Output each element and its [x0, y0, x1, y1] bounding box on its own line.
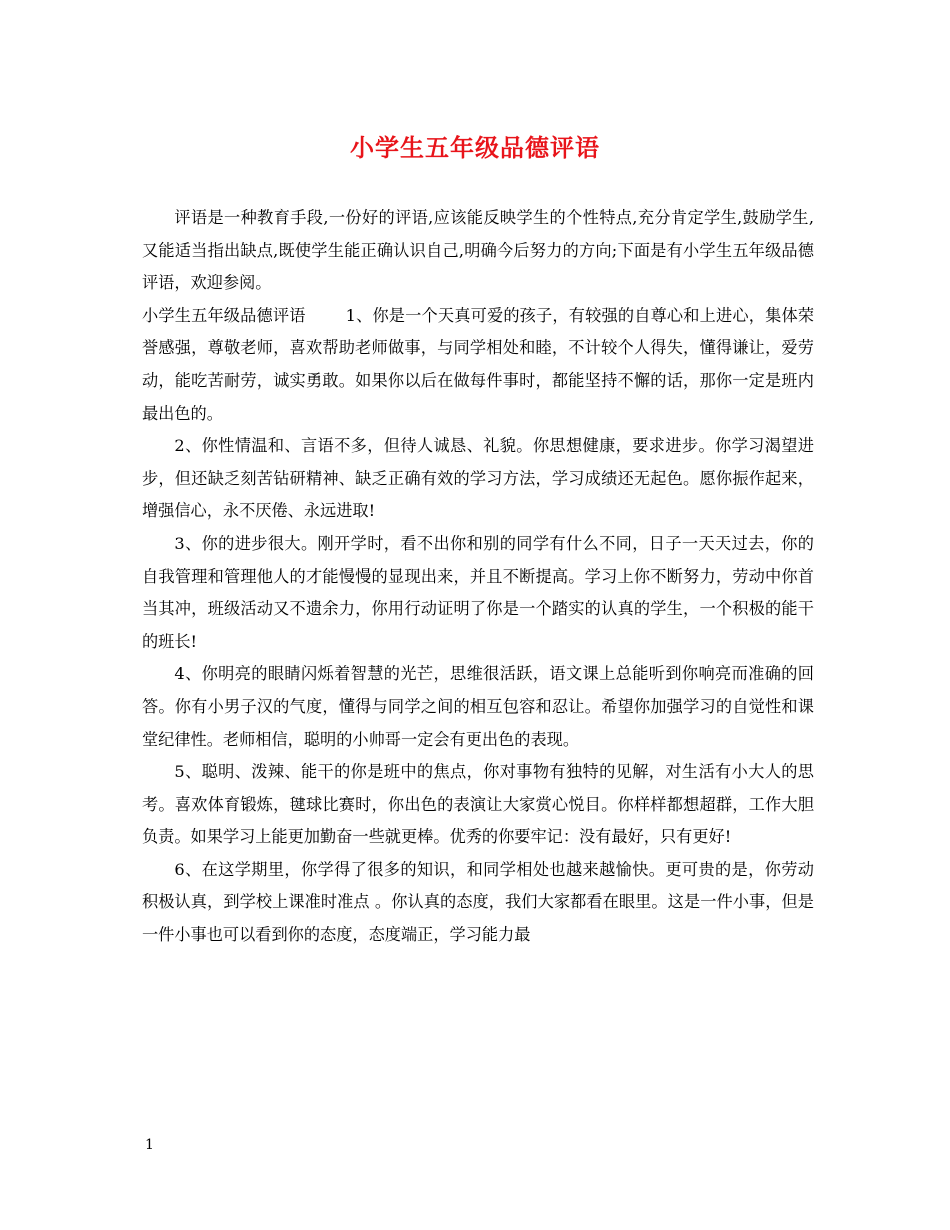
- comment-paragraph-4: 4、你明亮的眼睛闪烁着智慧的光芒，思维很活跃，语文课上总能听到你响亮而准确的回答。你有小男子汉的气度，懂得与同学之间的相互包容和忍让。希望你加强学习的自觉性和课堂纪律性。老师相信，聪明的小帅哥一定会有更出色的表现。: [142, 664, 814, 749]
- section-label: 小学生五年级品德评语: [142, 305, 306, 325]
- page-number: 1: [145, 1137, 154, 1153]
- comment-paragraph-3: 3、你的进步很大。刚开学时，看不出你和别的同学有什么不同，日子一天天过去，你的自我管理和管理他人的才能慢慢的显现出来，并且不断提高。学习上你不断努力，劳动中你首当其冲，班级活动又不遗余力，你用行动证明了你是一个踏实的认真的学生，一个积极的能干的班长!: [142, 533, 814, 651]
- intro-paragraph: 评语是一种教育手段,一份好的评语,应该能反映学生的个性特点,充分肯定学生,鼓励学生,又能适当指出缺点,既使学生能正确认识自己,明确今后努力的方向;下面是有小学生五年级品德评语，欢迎参阅。: [142, 208, 814, 293]
- comment-paragraph-2: 2、你性情温和、言语不多，但待人诚恳、礼貌。你思想健康，要求进步。你学习渴望进步，但还缺乏刻苦钻研精神、缺乏正确有效的学习方法，学习成绩还无起色。愿你振作起来，增强信心，永不厌倦、永远进取!: [142, 436, 814, 521]
- comment-text-1: 1、你是一个天真可爱的孩子，有较强的自尊心和上进心，集体荣誉感强，尊敬老师，喜欢帮助老师做事，与同学相处和睦，不计较个人得失，懂得谦让，爱劳动，能吃苦耐劳，诚实勇敢。如果你以后在做每件事时，都能坚持不懈的话，那你一定是班内最出色的。: [142, 305, 815, 423]
- comment-paragraph-6: 6、在这学期里，你学得了很多的知识，和同学相处也越来越愉快。更可贵的是，你劳动积极认真，到学校上课准时准点 。你认真的态度，我们大家都看在眼里。这是一件小事，但是一件小事也可以看到你的态度，态度端正，学习能力最: [142, 859, 814, 945]
- document-body: [142, 202, 814, 952]
- page-title: 小学生五年级品德评语: [350, 133, 600, 162]
- comment-paragraph-5: 5、聪明、泼辣、能干的你是班中的焦点，你对事物有独特的见解，对生活有小大人的思考。喜欢体育锻炼，毽球比赛时，你出色的表演让大家赏心悦目。你样样都想超群，工作大胆负责。如果学习上能更加勤奋一些就更棒。优秀的你要牢记：没有最好，只有更好!: [142, 762, 814, 847]
- comment-paragraph-1: [142, 300, 814, 430]
